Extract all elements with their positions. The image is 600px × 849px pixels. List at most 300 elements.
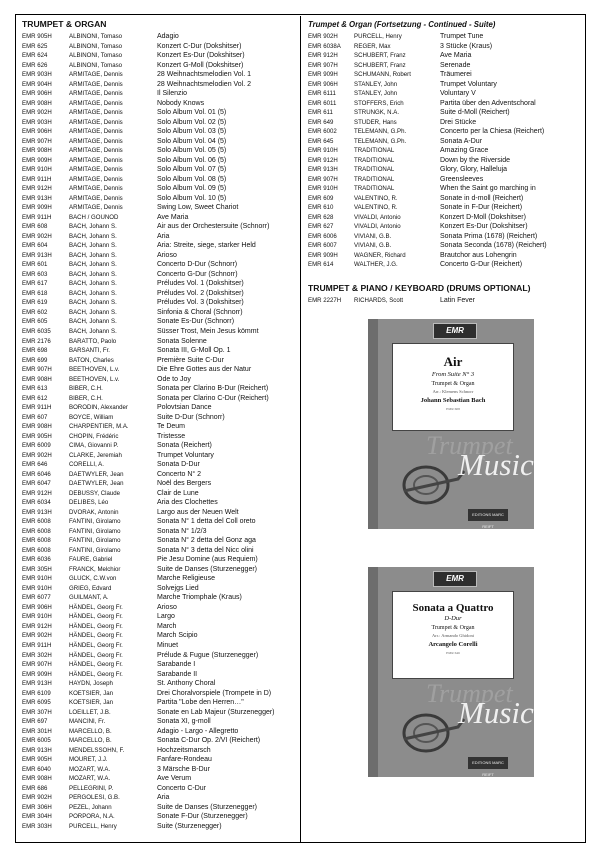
catalog-number: EMR 907H [22, 661, 52, 669]
composer-name: BOYCE, William [69, 413, 114, 421]
composer-name: BORODIN, Alexander [69, 404, 128, 412]
work-title: Solo Album Vol. 07 (5) [157, 166, 227, 174]
work-title: Concerto G-Dur (Schnorr) [157, 270, 238, 278]
composer-name: PELLEGRINI, P. [69, 784, 114, 792]
work-title: Solo Album Vol. 06 (5) [157, 156, 227, 164]
work-title: Brautchor aus Lohengrin [440, 251, 517, 259]
work-title: Sonata (Reichert) [157, 442, 212, 450]
catalog-number: EMR 902H [22, 109, 52, 117]
catalog-row [308, 80, 582, 90]
composer-name: TRADITIONAL [354, 185, 395, 193]
composer-name: KOETSIER, Jan [69, 699, 114, 707]
work-title: Solo Album Vol. 01 (5) [157, 109, 227, 117]
catalog-number: EMR 645 [308, 137, 334, 145]
catalog-row [22, 356, 298, 366]
catalog-number: EMR 306H [22, 803, 52, 811]
catalog-number: EMR 907H [22, 366, 52, 374]
catalog-number: EMR 6077 [22, 594, 51, 602]
work-title: Sonata XI, g-moll [157, 718, 211, 726]
catalog-number: EMR 912H [22, 489, 52, 497]
catalog-row [22, 337, 298, 347]
composer-name: VALENTINO, R. [354, 204, 398, 212]
catalog-row [22, 146, 298, 156]
work-title: Largo [157, 613, 175, 621]
work-title: Concerto C-Dur [157, 784, 207, 792]
work-title: Noël des Bergers [157, 480, 212, 488]
work-title: Concerto G-Dur (Reichert) [440, 261, 523, 269]
catalog-row [308, 232, 582, 242]
work-title: Partita "Lobe den Herren…" [157, 699, 244, 707]
work-title: Suite (Sturzenegger) [157, 822, 222, 830]
catalog-number: EMR 603 [22, 270, 48, 278]
catalog-row [22, 584, 298, 594]
work-title: Marche Triomphale (Kraus) [157, 594, 242, 602]
composer-name: CHARPENTIER, M.A. [69, 423, 129, 431]
composer-name: HAYDN, Joseph [69, 680, 113, 688]
catalog-number: EMR 912H [22, 622, 52, 630]
catalog-number: EMR 6008 [22, 527, 51, 535]
work-title: Sinfonia & Choral (Schnorr) [157, 308, 243, 316]
composer-name: BIBER, C.H. [69, 394, 103, 402]
catalog-row [22, 279, 298, 289]
composer-name: PERGOLESI, G.B. [69, 794, 120, 802]
work-title: Ave Maria [440, 52, 472, 60]
catalog-row [22, 184, 298, 194]
catalog-row [308, 89, 582, 99]
catalog-list-left [22, 32, 298, 831]
work-title: Solo Album Vol. 10 (5) [157, 194, 227, 202]
cover-title-card [392, 591, 514, 679]
catalog-row [22, 727, 298, 737]
catalog-row [22, 489, 298, 499]
composer-name: MANCINI, Fr. [69, 718, 106, 726]
catalog-row [308, 241, 582, 251]
catalog-row [22, 527, 298, 537]
emr-logo: EMR [433, 323, 477, 339]
composer-name: BACH, Johann S. [69, 242, 117, 250]
catalog-number: EMR 911H [22, 213, 52, 221]
composer-name: BATON, Charles [69, 356, 114, 364]
catalog-row [308, 61, 582, 71]
composer-name: BACH, Johann S. [69, 299, 117, 307]
composer-name: MOZART, W.A. [69, 775, 111, 783]
catalog-number: EMR 909H [308, 251, 338, 259]
composer-name: ARMITAGE, Dennis [69, 71, 123, 79]
catalog-row [22, 498, 298, 508]
catalog-number: EMR 612 [22, 394, 48, 402]
catalog-number: EMR 628 [308, 213, 334, 221]
catalog-row [22, 460, 298, 470]
catalog-row [22, 736, 298, 746]
catalog-number: EMR 909H [22, 670, 52, 678]
work-title: 3 Stücke (Kraus) [440, 42, 493, 50]
composer-name: BACH, Johann S. [69, 289, 117, 297]
work-title: 28 Weihnachtsmelodien Vol. 2 [157, 80, 252, 88]
work-title: Drei Stücke [440, 118, 477, 126]
composer-name: ALBINONI, Tomaso [69, 42, 123, 50]
catalog-row [22, 631, 298, 641]
catalog-row [308, 156, 582, 166]
work-title: Drei Choralvorspiele (Trompete in D) [157, 689, 272, 697]
composer-name: DAETWYLER, Jean [69, 470, 124, 478]
composer-name: HÄNDEL, Georg Fr. [69, 651, 123, 659]
catalog-row [22, 32, 298, 42]
work-title: Solvejgs Lied [157, 584, 199, 592]
work-title: March [157, 622, 177, 630]
composer-name: MARCELLO, B. [69, 737, 112, 745]
catalog-number: EMR 902H [22, 632, 52, 640]
composer-name: ARMITAGE, Dennis [69, 204, 123, 212]
catalog-row [22, 679, 298, 689]
catalog-number: EMR 619 [22, 299, 48, 307]
work-title: Suite d-Moll (Reichert) [440, 109, 510, 117]
work-title: Sonata A-Dur [440, 137, 483, 145]
catalog-row [22, 546, 298, 556]
work-title: Ave Maria [157, 213, 189, 221]
work-title: Te Deum [157, 423, 186, 431]
composer-name: ARMITAGE, Dennis [69, 118, 123, 126]
catalog-number: EMR 903H [22, 118, 52, 126]
work-title: Largo aus der Neuen Welt [157, 508, 239, 516]
catalog-number: EMR 906H [22, 603, 52, 611]
composer-name: TRADITIONAL [354, 156, 395, 164]
composer-name: PEZEL, Johann [69, 803, 112, 811]
work-title: Sonata III, G-Moll Op. 1 [157, 347, 231, 355]
catalog-row [308, 203, 582, 213]
catalog-number: EMR 6109 [22, 689, 51, 697]
composer-name: CIMA, Giovanni P. [69, 442, 119, 450]
work-title: Prélude & Fugue (Sturzenegger) [157, 651, 259, 659]
composer-name: BARSANTI, Fr. [69, 347, 110, 355]
catalog-row [22, 384, 298, 394]
catalog-row [22, 118, 298, 128]
work-title: Swing Low, Sweet Chariot [157, 204, 239, 212]
work-title: Pie Jesu Domine (aus Requiem) [157, 556, 258, 564]
publisher-label: EDITIONS MARC REIFT [468, 509, 508, 521]
catalog-number: EMR 305H [22, 565, 52, 573]
work-title: Sonate en Lab Majeur (Sturzenegger) [157, 708, 275, 716]
catalog-row [22, 774, 298, 784]
composer-name: BACH, Johann S. [69, 270, 117, 278]
catalog-number: EMR 910H [308, 185, 338, 193]
series-word-music: Music [458, 447, 534, 482]
work-title: Konzert C-Dur (Dokshitser) [157, 42, 242, 50]
work-title: Minuet [157, 642, 179, 649]
composer-name: ARMITAGE, Dennis [69, 156, 123, 164]
work-title: Solo Album Vol. 04 (5) [157, 137, 227, 145]
composer-name: DELIBES, Léo [69, 499, 109, 507]
work-title: Träumerei [440, 71, 472, 79]
catalog-number: EMR 908H [22, 99, 52, 107]
catalog-number: EMR 6046 [22, 470, 51, 478]
composer-name: LOEILLET, J.B. [69, 708, 111, 716]
composer-name: DVORAK, Antonin [69, 508, 119, 516]
work-title: Aria des Clochettes [157, 499, 218, 507]
composer-name: PORPORA, N.A. [69, 813, 115, 821]
composer-name: STANLEY, John [354, 90, 398, 98]
catalog-number: EMR 6111 [308, 90, 336, 98]
catalog-number: EMR 6006 [308, 232, 337, 240]
catalog-row [22, 298, 298, 308]
composer-name: ARMITAGE, Dennis [69, 137, 123, 145]
work-title: Aria: Streite, siege, starker Held [157, 242, 256, 250]
work-title: Concerto per la Chiesa (Reichert) [440, 128, 545, 136]
composer-name: BACH, Johann S. [69, 261, 117, 269]
catalog-row [22, 127, 298, 137]
catalog-row [22, 536, 298, 546]
composer-name: HÄNDEL, Georg Fr. [69, 613, 123, 621]
composer-name: HÄNDEL, Georg Fr. [69, 632, 123, 640]
composer-name: CLARKE, Jeremiah [69, 451, 122, 459]
catalog-number: EMR 627 [308, 223, 334, 231]
left-column [22, 18, 298, 831]
catalog-number: EMR 6040 [22, 765, 51, 773]
catalog-number: EMR 6035 [22, 327, 51, 335]
catalog-row [22, 194, 298, 204]
catalog-number: EMR 907H [308, 175, 338, 183]
cover-composer: Johann Sebastian Bach [420, 397, 486, 404]
section-heading-continued: Trumpet & Organ (Fortsetzung - Continued - Suite) [308, 20, 496, 29]
work-title: Concerto N° 2 [157, 470, 202, 478]
composer-name: BEETHOVEN, L.v. [69, 375, 120, 383]
composer-name: REGER, Max [354, 42, 391, 50]
series-word-trumpet: Trumpet [426, 679, 513, 708]
catalog-row [308, 146, 582, 156]
catalog-row [22, 165, 298, 175]
catalog-number: EMR 601 [22, 261, 48, 269]
composer-name: STOFFERS, Erich [354, 99, 404, 107]
composer-name: BACH, Johann S. [69, 308, 117, 316]
catalog-row [22, 660, 298, 670]
catalog-row [22, 365, 298, 375]
catalog-number: EMR 302H [22, 651, 52, 659]
composer-name: VALENTINO, R. [354, 194, 398, 202]
composer-name: ALBINONI, Tomaso [69, 33, 123, 40]
catalog-row [22, 803, 298, 813]
composer-name: BACH, Johann S. [69, 232, 117, 240]
work-title: Suite de Danses (Sturzenegger) [157, 803, 257, 811]
work-title: Greensleeves [440, 175, 484, 183]
composer-name: ARMITAGE, Dennis [69, 80, 123, 88]
catalog-number: EMR 902H [22, 451, 52, 459]
catalog-row [22, 203, 298, 213]
catalog-number: EMR 913H [22, 508, 52, 516]
catalog-number: EMR 646 [22, 461, 48, 469]
composer-name: STRUNGK, N.A. [354, 109, 400, 117]
work-title: Adagio [157, 33, 179, 40]
work-title: Ode to Joy [157, 375, 191, 383]
catalog-number: EMR 6095 [22, 699, 51, 707]
composer-name: BEETHOVEN, L.v. [69, 366, 120, 374]
work-title: Il Silenzio [157, 90, 187, 98]
catalog-row [308, 70, 582, 80]
catalog-number: EMR 911H [22, 404, 52, 412]
catalog-row [22, 61, 298, 71]
composer-name: TELEMANN, G.Ph. [354, 128, 407, 136]
work-title: Sonate Es-Dur (Schnorr) [157, 318, 235, 326]
catalog-row [22, 441, 298, 451]
work-title: Sonata Solenne [157, 337, 207, 345]
series-word-trumpet: Trumpet [426, 431, 513, 460]
catalog-row [22, 213, 298, 223]
catalog-row [22, 689, 298, 699]
work-title: Arioso [157, 603, 177, 611]
work-title: Sonata per Clarino C-Dur (Reichert) [157, 394, 269, 402]
catalog-number: EMR 6011 [308, 99, 337, 107]
catalog-number: EMR 913H [22, 251, 52, 259]
composer-name: BACH, Johann S. [69, 280, 117, 288]
catalog-number: EMR 910H [22, 575, 52, 583]
catalog-row [22, 793, 298, 803]
work-title: Concerto D-Dur (Schnorr) [157, 261, 238, 269]
catalog-row [22, 670, 298, 680]
catalog-number: EMR 698 [22, 347, 48, 355]
catalog-row [308, 222, 582, 232]
catalog-row [22, 784, 298, 794]
catalog-row [22, 432, 298, 442]
work-title: Partita über den Adventschoral [440, 99, 536, 107]
work-title: Sonate in d-moll (Reichert) [440, 194, 524, 202]
catalog-number: EMR 906H [22, 90, 52, 98]
work-title: Sonate F-Dur (Sturzenegger) [157, 813, 248, 821]
catalog-row [22, 574, 298, 584]
catalog-row [22, 822, 298, 832]
composer-name: MOZART, W.A. [69, 765, 111, 773]
catalog-row [308, 213, 582, 223]
work-title: Suite D-Dur (Schnorr) [157, 413, 225, 421]
catalog-row [308, 175, 582, 185]
catalog-row [22, 308, 298, 318]
catalog-row [22, 375, 298, 385]
catalog-number: EMR 6002 [308, 128, 337, 136]
catalog-row [22, 765, 298, 775]
section-heading-trumpet-piano: TRUMPET & PIANO / KEYBOARD (DRUMS OPTIONAL) [308, 282, 531, 293]
catalog-row [22, 175, 298, 185]
catalog-list-piano [308, 296, 582, 306]
catalog-number: EMR 905H [22, 33, 52, 40]
catalog-number: EMR 6009 [22, 442, 51, 450]
cover-title: Sonata a Quattro [412, 602, 494, 614]
work-title: Sonata N° 1 detta del Coll oreto [157, 518, 256, 526]
cover-arranger: Arr.: Armando Ghidoni [431, 633, 475, 638]
publisher-label: EDITIONS MARC REIFT [468, 757, 508, 769]
catalog-row [22, 708, 298, 718]
catalog-number: EMR 610 [308, 204, 334, 212]
work-title: Ave Verum [157, 775, 192, 783]
catalog-row [22, 470, 298, 480]
work-title: Sonata Seconda (1678) (Reichert) [440, 242, 547, 250]
catalog-number: EMR 913H [22, 746, 52, 754]
emr-logo: EMR [433, 571, 477, 587]
catalog-row [22, 812, 298, 822]
catalog-number: EMR 910H [22, 166, 52, 174]
catalog-number: EMR 902H [22, 232, 52, 240]
catalog-number: EMR 605 [22, 318, 48, 326]
catalog-row [308, 251, 582, 261]
catalog-number: EMR 611 [308, 109, 333, 117]
catalog-number: EMR 613 [22, 385, 48, 393]
catalog-number: EMR 910H [308, 147, 338, 155]
catalog-number: EMR 304H [22, 813, 52, 821]
section-heading-trumpet-organ: TRUMPET & ORGAN [22, 19, 107, 29]
composer-name: BACH, Johann S. [69, 327, 117, 335]
cover-title-card [392, 343, 514, 431]
catalog-number: EMR 699 [22, 356, 48, 364]
composer-name: FANTINI, Girolamo [69, 527, 121, 535]
work-title: Préludes Vol. 3 (Dokshitser) [157, 299, 244, 307]
catalog-number: EMR 909H [308, 71, 338, 79]
composer-name: RICHARDS, Scott [354, 296, 404, 304]
work-title: Trumpet Voluntary [157, 451, 214, 459]
composer-name: WAGNER, Richard [354, 251, 406, 259]
composer-name: GRIEG, Edvard [69, 584, 112, 592]
work-title: Adagio - Largo - Allegretto [157, 727, 239, 735]
catalog-number: EMR 909H [22, 204, 52, 212]
catalog-number: EMR 6038A [308, 42, 341, 50]
composer-name: SCHUMANN, Robert [354, 71, 411, 79]
catalog-row [22, 651, 298, 661]
catalog-row [22, 403, 298, 413]
catalog-row [22, 717, 298, 727]
catalog-row [308, 42, 582, 52]
catalog-row [22, 479, 298, 489]
work-title: Sonata N° 3 detta del Nicc olini [157, 546, 254, 554]
work-title: Air aus der Orchestersuite (Schnorr) [157, 223, 270, 231]
catalog-row [22, 698, 298, 708]
cover-instrument: Trumpet & Organ [431, 625, 475, 631]
catalog-row [22, 137, 298, 147]
composer-name: FANTINI, Girolamo [69, 518, 121, 526]
work-title: Konzert Es-Dur (Dokshitser) [157, 52, 245, 60]
catalog-number: EMR 912H [22, 185, 52, 193]
composer-name: TRADITIONAL [354, 175, 395, 183]
work-title: Solo Album Vol. 02 (5) [157, 118, 227, 126]
catalog-number: EMR 686 [22, 784, 48, 792]
composer-name: DEBUSSY, Claude [69, 489, 121, 497]
catalog-number: EMR 909H [22, 156, 52, 164]
work-title: Sonata N° 1/2/3 [157, 527, 207, 535]
work-title: Konzert G-Moll (Dokshitser) [157, 61, 244, 69]
work-title: Trumpet Tune [440, 33, 484, 40]
composer-name: HÄNDEL, Georg Fr. [69, 603, 123, 611]
work-title: Solo Album Vol. 05 (5) [157, 147, 227, 155]
catalog-row [22, 622, 298, 632]
work-title: March Scipio [157, 632, 198, 640]
catalog-number: EMR 908H [22, 775, 52, 783]
catalog-row [308, 51, 582, 61]
catalog-number: EMR 912H [308, 156, 338, 164]
catalog-row [22, 422, 298, 432]
catalog-number: EMR 625 [22, 42, 48, 50]
catalog-row [22, 317, 298, 327]
composer-name: FANTINI, Girolamo [69, 546, 121, 554]
work-title: Trumpet Voluntary [440, 80, 497, 88]
catalog-number: EMR 6008 [22, 537, 51, 545]
catalog-number: EMR 617 [22, 280, 48, 288]
composer-name: ARMITAGE, Dennis [69, 194, 123, 202]
composer-name: ARMITAGE, Dennis [69, 99, 123, 107]
catalog-row [308, 99, 582, 109]
right-column [308, 18, 582, 305]
cover-subtitle: From Suite N° 3 [431, 371, 475, 378]
composer-name: HÄNDEL, Georg Fr. [69, 622, 123, 630]
catalog-number: EMR 908H [22, 375, 52, 383]
catalog-number: EMR 906H [22, 128, 52, 136]
composer-name: ARMITAGE, Dennis [69, 128, 123, 136]
catalog-number: EMR 2227H [308, 296, 342, 304]
catalog-row [22, 565, 298, 575]
catalog-number: EMR 902H [22, 794, 52, 802]
